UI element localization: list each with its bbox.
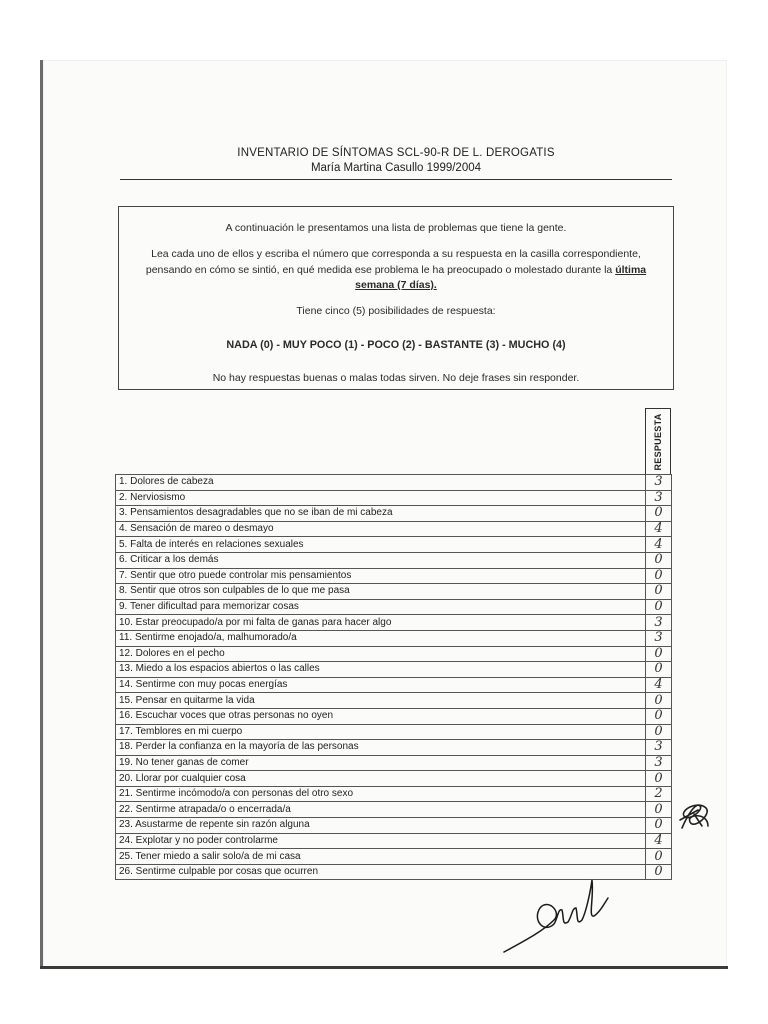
symptom-text: 22. Sentirme atrapada/o o encerrada/a (116, 802, 646, 818)
emphasis-ultima: última (615, 264, 647, 276)
answer-cell[interactable]: 0 (646, 849, 672, 865)
table-row (116, 818, 672, 834)
answer-cell[interactable]: 0 (646, 552, 672, 568)
symptom-text: 14. Sentirme con muy pocas energías (116, 677, 646, 693)
answer-cell[interactable]: 0 (646, 818, 672, 834)
instruction-line-3-text: pensando en cómo se sintió, en qué medida ese problema le ha preocupado o molestado durante la (145, 264, 613, 276)
answer-cell[interactable]: 2 (646, 786, 672, 802)
answer-cell[interactable]: 3 (646, 490, 672, 506)
table-row (116, 755, 672, 771)
table-row (116, 849, 672, 865)
symptom-text: 5. Falta de interés en relaciones sexuales (116, 537, 646, 553)
initials-signature-icon (674, 796, 714, 836)
answer-cell[interactable]: 0 (646, 646, 672, 662)
symptom-text: 7. Sentir que otro puede controlar mis pensamientos (116, 568, 646, 584)
page-edge-left (40, 60, 43, 968)
table-row (116, 724, 672, 740)
symptom-text: 20. Llorar por cualquier cosa (116, 771, 646, 787)
symptom-text: 17. Temblores en mi cuerpo (116, 724, 646, 740)
table-row (116, 693, 672, 709)
page-edge-bottom (40, 966, 728, 969)
answer-cell[interactable]: 0 (646, 568, 672, 584)
answer-cell[interactable]: 3 (646, 615, 672, 631)
table-row (116, 771, 672, 787)
table-row (116, 662, 672, 678)
symptom-text: 13. Miedo a los espacios abiertos o las calles (116, 662, 646, 678)
symptom-text: 12. Dolores en el pecho (116, 646, 646, 662)
symptom-text: 1. Dolores de cabeza (116, 475, 646, 491)
symptom-text: 24. Explotar y no poder controlarme (116, 833, 646, 849)
answer-cell[interactable]: 4 (646, 833, 672, 849)
symptom-text: 11. Sentirme enojado/a, malhumorado/a (116, 630, 646, 646)
table-row (116, 537, 672, 553)
symptom-text: 15. Pensar en quitarme la vida (116, 693, 646, 709)
instruction-line-5: Tiene cinco (5) posibilidades de respuesta: (296, 305, 496, 317)
answer-cell[interactable]: 0 (646, 693, 672, 709)
answer-cell[interactable]: 3 (646, 740, 672, 756)
symptom-text: 23. Asustarme de repente sin razón alguna (116, 818, 646, 834)
answer-cell[interactable]: 4 (646, 537, 672, 553)
symptom-text: 2. Nerviosismo (116, 490, 646, 506)
instruction-line-3 (123, 263, 669, 278)
answer-cell[interactable]: 0 (646, 584, 672, 600)
table-row (116, 584, 672, 600)
instruction-line-1: A continuación le presentamos una lista de problemas que tiene la gente. (225, 222, 567, 234)
symptom-text: 16. Escuchar voces que otras personas no oyen (116, 708, 646, 724)
symptom-text: 10. Estar preocupado/a por mi falta de ganas para hacer algo (116, 615, 646, 631)
table-row (116, 599, 672, 615)
symptoms-table (115, 474, 672, 880)
answer-cell[interactable]: 4 (646, 677, 672, 693)
instructions-box (118, 206, 674, 390)
answer-cell[interactable]: 3 (646, 630, 672, 646)
answer-cell[interactable]: 0 (646, 599, 672, 615)
instruction-line-7: No hay respuestas buenas o malas todas sirven. No deje frases sin responder. (212, 372, 580, 384)
instruction-line-2: Lea cada uno de ellos y escriba el número que corresponda a su respuesta en la casilla correspondiente, (151, 248, 641, 260)
answer-cell[interactable]: 0 (646, 662, 672, 678)
symptom-text: 4. Sensación de mareo o desmayo (116, 521, 646, 537)
answer-cell[interactable]: 0 (646, 771, 672, 787)
answer-cell[interactable]: 0 (646, 802, 672, 818)
table-row (116, 708, 672, 724)
symptom-text: 21. Sentirme incómodo/a con personas del otro sexo (116, 786, 646, 802)
answer-cell[interactable]: 0 (646, 724, 672, 740)
symptom-text: 25. Tener miedo a salir solo/a de mi casa (116, 849, 646, 865)
answer-cell[interactable]: 0 (646, 708, 672, 724)
symptom-text: 18. Perder la confianza en la mayoría de las personas (116, 740, 646, 756)
handwritten-signature-icon (500, 868, 612, 958)
symptom-text: 26. Sentirme culpable por cosas que ocurren (116, 864, 646, 880)
symptom-text: 9. Tener dificultad para memorizar cosas (116, 599, 646, 615)
instruction-line-4 (123, 278, 669, 293)
table-row (116, 677, 672, 693)
emphasis-semana: semana (7 días). (355, 279, 437, 291)
table-row (116, 740, 672, 756)
symptom-text: 3. Pensamientos desagradables que no se iban de mi cabeza (116, 506, 646, 522)
answer-cell[interactable]: 3 (646, 475, 672, 491)
answer-header-label: RESPUESTA (653, 412, 663, 471)
table-row (116, 615, 672, 631)
answer-column-header (645, 408, 671, 474)
table-row (116, 490, 672, 506)
subtitle-line: María Martina Casullo 1999/2004 (310, 162, 482, 174)
response-options: NADA (0) - MUY POCO (1) - POCO (2) - BASTANTE (3) - MUCHO (4) (226, 339, 566, 351)
symptom-text: 8. Sentir que otros son culpables de lo que me pasa (116, 584, 646, 600)
title-divider (120, 179, 672, 180)
answer-cell[interactable]: 3 (646, 755, 672, 771)
table-row (116, 833, 672, 849)
table-row (116, 521, 672, 537)
table-row (116, 630, 672, 646)
table-row (116, 786, 672, 802)
answer-cell[interactable]: 4 (646, 521, 672, 537)
table-row (116, 646, 672, 662)
table-row (116, 552, 672, 568)
answer-cell[interactable]: 0 (646, 506, 672, 522)
table-row (116, 802, 672, 818)
table-row (116, 568, 672, 584)
title-line: INVENTARIO DE SÍNTOMAS SCL-90-R DE L. DEROGATIS (237, 147, 555, 159)
symptom-text: 19. No tener ganas de comer (116, 755, 646, 771)
table-row (116, 475, 672, 491)
answer-cell[interactable]: 0 (646, 864, 672, 880)
document-title (120, 146, 672, 176)
symptom-text: 6. Criticar a los demás (116, 552, 646, 568)
table-row (116, 506, 672, 522)
